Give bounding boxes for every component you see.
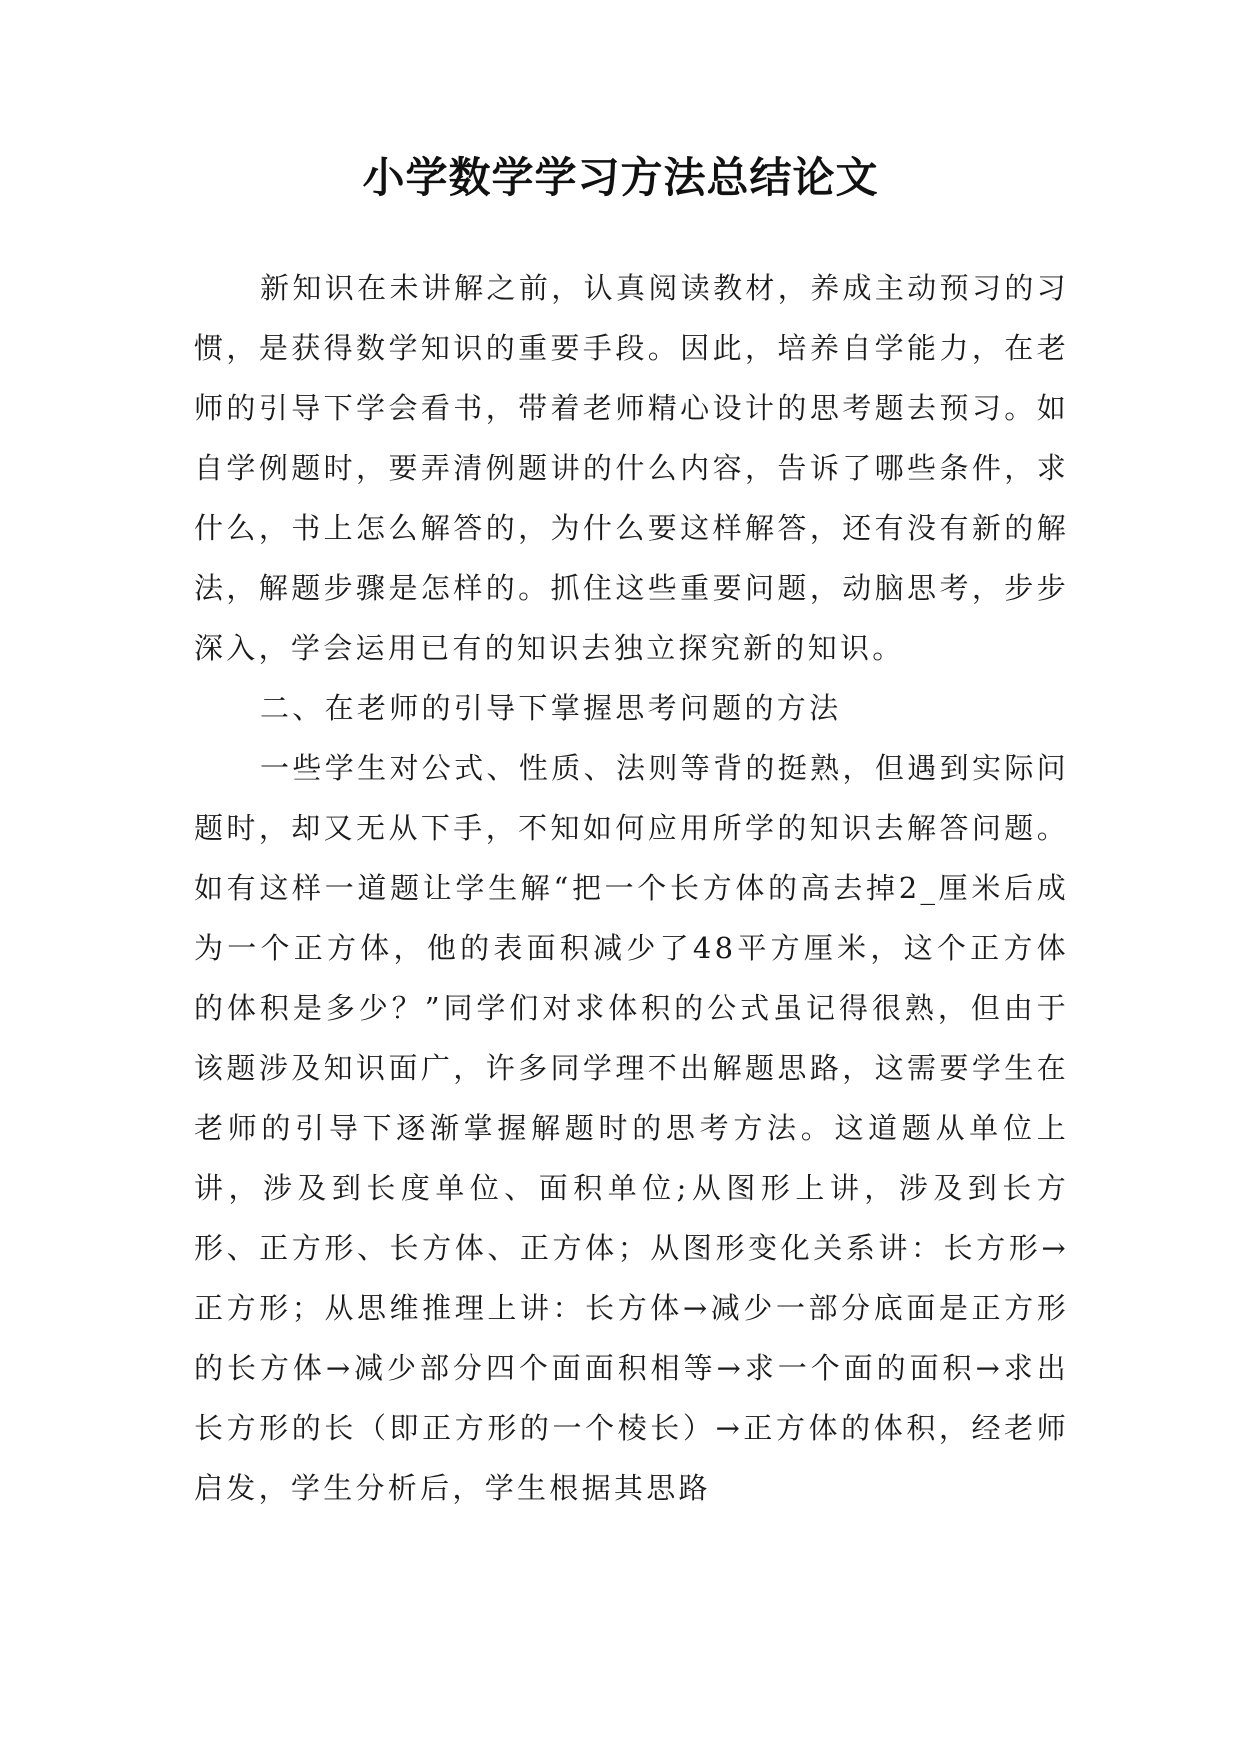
paragraph-problem-solving: 一些学生对公式、性质、法则等背的挺熟，但遇到实际问题时，却又无从下手，不知如何应用所学的知识去解答问题。如有这样一道题让学生解“把一个长方体的高去掉2_厘米后成为一个正方体，他的表面积减少了48平方厘米，这个正方体的体积是多少？”同学们对求体积的公式虽记得很熟，但由于该题涉及知识面广，许多同学理不出解题思路，这需要学生在老师的引导下逐渐掌握解题时的思考方法。这道题从单位上讲，涉及到长度单位、面积单位;从图形上讲，涉及到长方形、正方形、长方体、正方体；从图形变化关系讲：长方形→正方形；从思维推理上讲：长方体→减少一部分底面是正方形的长方体→减少部分四个面面积相等→求一个面的面积→求出长方形的长（即正方形的一个棱长）→正方体的体积，经老师启发，学生分析后，学生根据其思路 — [194, 751, 1069, 1505]
paragraph-preview-study: 新知识在未讲解之前，认真阅读教材，养成主动预习的习惯，是获得数学知识的重要手段。因此，培养自学能力，在老师的引导下学会看书，带着老师精心设计的思考题去预习。如自学例题时，要弄清例题讲的什么内容，告诉了哪些条件，求什么，书上怎么解答的，为什么要这样解答，还有没有新的解法，解题步骤是怎样的。抓住这些重要问题，动脑思考，步步深入，学会运用已有的知识去独立探究新的知识。 — [194, 271, 1069, 665]
section-heading-thinking-methods: 二、在老师的引导下掌握思考问题的方法 — [260, 691, 842, 725]
document-body — [194, 258, 1069, 1518]
document-title: 小学数学学习方法总结论文 — [362, 153, 879, 202]
